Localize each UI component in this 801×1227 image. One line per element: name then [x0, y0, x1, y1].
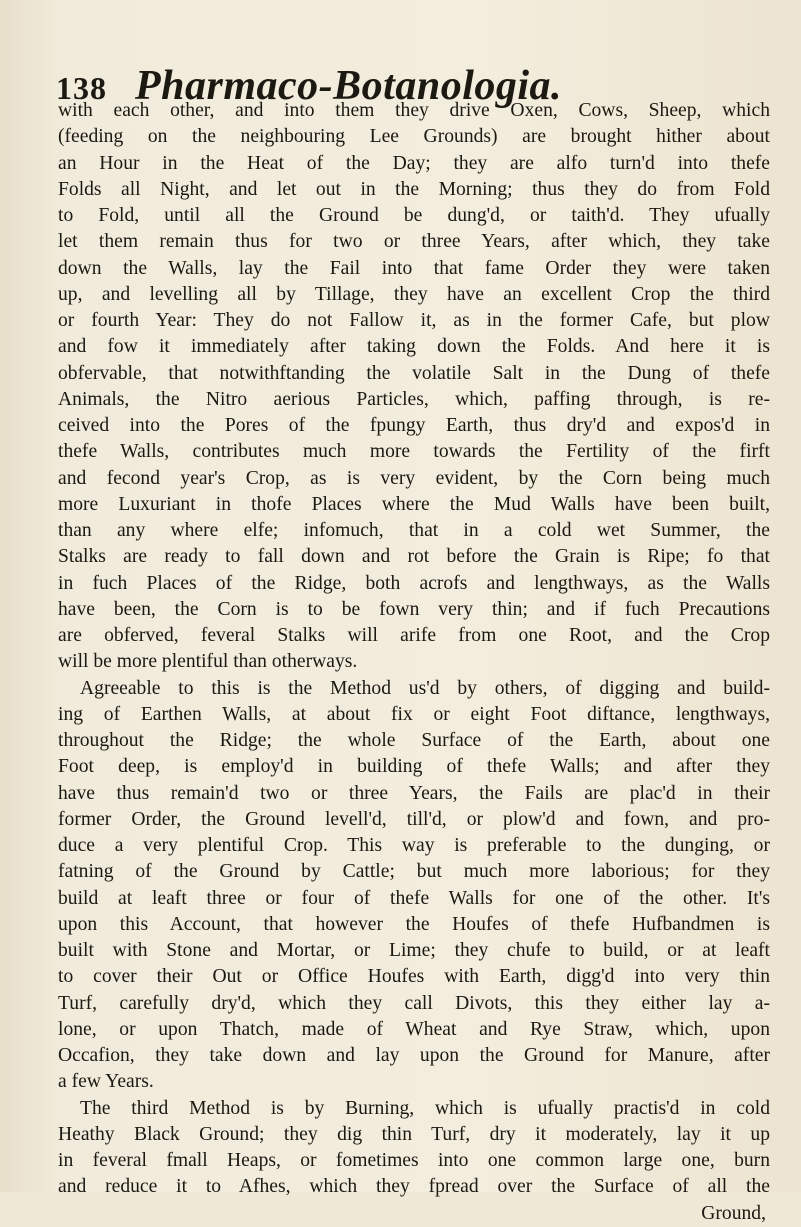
text-line: or fourth Year: They do not Fallow it, as in the former Cafe, but plow: [58, 310, 770, 331]
text-line: build at leaft three or four of thefe Walls for one of the other. It's: [58, 887, 770, 909]
text-line: The third Method is by Burning, which is ufually practis'd in cold: [80, 1097, 770, 1119]
text-line: to cover their Out or Office Houfes with Earth, digg'd into very thin: [58, 966, 770, 988]
text-line: up, and levelling all by Tillage, they have an excellent Crop the third: [58, 283, 770, 305]
text-line: fatning of the Ground by Cattle; but much more laborious; for they: [58, 861, 770, 883]
text-line: throughout the Ridge; the whole Surface of the Earth, about one: [58, 730, 770, 751]
text-line: ing of Earthen Walls, at about fix or eight Foot diftance, lengthways,: [58, 703, 770, 725]
text-line: duce a very plentiful Crop. This way is preferable to the dunging, or: [58, 835, 770, 856]
text-line: will be more plentiful than otherways.: [58, 651, 358, 673]
page-number: 138: [56, 70, 107, 106]
text-line: thefe Walls, contributes much more towards the Fertility of the firft: [58, 441, 770, 463]
text-line: an Hour in the Heat of the Day; they are alfo turn'd into thefe: [58, 152, 770, 174]
text-line: than any where elfe; infomuch, that in a cold wet Summer, the: [58, 520, 770, 541]
text-line: obfervable, that notwithftanding the volatile Salt in the Dung of thefe: [58, 362, 770, 384]
text-line: upon this Account, that however the Houfes of thefe Hufbandmen is: [58, 913, 770, 935]
text-line: built with Stone and Mortar, or Lime; they chufe to build, or at leaft: [58, 940, 770, 961]
text-line: in fuch Places of the Ridge, both acrofs and lengthways, as the Walls: [58, 572, 770, 594]
running-title: Pharmaco-Botanologia.: [135, 63, 563, 109]
text-line: more Luxuriant in thofe Places where the Mud Walls have been built,: [58, 493, 770, 515]
text-line: are obferved, feveral Stalks will arife from one Root, and the Crop: [58, 625, 770, 646]
text-line: Folds all Night, and let out in the Morning; thus they do from Fold: [58, 178, 770, 200]
paragraph: [58, 676, 770, 1096]
text-line: to Fold, until all the Ground be dung'd, or taith'd. They ufually: [58, 205, 770, 226]
text-line: Heathy Black Ground; they dig thin Turf, dry it moderately, lay it up: [58, 1123, 770, 1145]
text-line: ceived into the Pores of the fpungy Earth, thus dry'd and expos'd in: [58, 415, 770, 436]
text-line: have thus remain'd two or three Years, the Fails are plac'd in their: [58, 782, 770, 804]
text-line: in feveral fmall Heaps, or fometimes into one common large one, burn: [58, 1150, 770, 1171]
catchword: Ground,: [701, 1202, 766, 1224]
body-text: [58, 98, 770, 1227]
text-line: and fecond year's Crop, as is very evident, by the Corn being much: [58, 467, 770, 489]
text-line: Stalks are ready to fall down and rot before the Grain is Ripe; fo that: [58, 546, 770, 568]
text-line: former Order, the Ground levell'd, till'd, or plow'd and fown, and pro-: [58, 808, 770, 830]
text-line: lone, or upon Thatch, made of Wheat and Rye Straw, which, upon: [58, 1018, 770, 1040]
text-line: Animals, the Nitro aerious Particles, which, paffing through, is re-: [58, 388, 770, 410]
text-line: and reduce it to Afhes, which they fpread over the Surface of all the: [58, 1176, 770, 1198]
text-line: Agreeable to this is the Method us'd by others, of digging and build-: [80, 677, 770, 699]
text-line: with each other, and into them they drive Oxen, Cows, Sheep, which: [58, 100, 770, 121]
catchword-row: [58, 1201, 770, 1227]
text-line: down the Walls, lay the Fail into that fame Order they were taken: [58, 257, 770, 279]
text-line: let them remain thus for two or three Years, after which, they take: [58, 231, 770, 253]
text-line: (feeding on the neighbouring Lee Grounds) are brought hither about: [58, 126, 770, 148]
paragraph: [58, 98, 770, 676]
text-line: a few Years.: [58, 1071, 154, 1093]
paragraph: [58, 1096, 770, 1201]
text-line: and fow it immediately after taking down the Folds. And here it is: [58, 336, 770, 358]
text-line: have been, the Corn is to be fown very thin; and if fuch Precautions: [58, 598, 770, 620]
text-line: Foot deep, is employ'd in building of thefe Walls; and after they: [58, 756, 770, 778]
text-line: Occafion, they take down and lay upon the Ground for Manure, after: [58, 1045, 770, 1066]
text-line: Turf, carefully dry'd, which they call Divots, this they either lay a-: [58, 992, 770, 1014]
